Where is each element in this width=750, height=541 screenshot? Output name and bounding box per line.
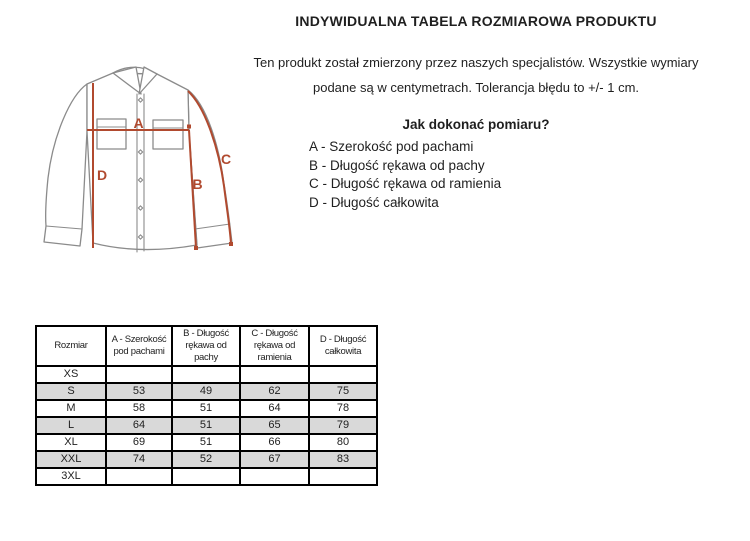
measure-dot-b-end [194, 246, 198, 250]
value-cell: 74 [106, 451, 172, 468]
value-cell: 65 [240, 417, 309, 434]
shirt-left-sleeve [44, 84, 87, 246]
table-row-l [36, 417, 377, 434]
size-cell: S [36, 383, 106, 400]
size-cell: 3XL [36, 468, 106, 485]
value-cell: 78 [309, 400, 377, 417]
value-cell: 64 [240, 400, 309, 417]
value-cell: 79 [309, 417, 377, 434]
size-cell: XL [36, 434, 106, 451]
size-cell: M [36, 400, 106, 417]
measure-label-d: D [97, 167, 108, 183]
legend-item-a: A - Szerokość pod pachami [309, 139, 474, 154]
value-cell [106, 366, 172, 383]
value-cell: 64 [106, 417, 172, 434]
legend-item-c: C - Długość rękawa od ramienia [309, 176, 502, 191]
shirt-left-pocket [97, 119, 126, 149]
value-cell: 62 [240, 383, 309, 400]
value-cell [309, 468, 377, 485]
value-cell: 51 [172, 417, 240, 434]
table-row-xs [36, 366, 377, 383]
value-cell: 67 [240, 451, 309, 468]
measure-dot-armpit [187, 125, 191, 129]
measurement-legend [309, 138, 501, 212]
value-cell: 51 [172, 434, 240, 451]
value-cell [172, 366, 240, 383]
value-cell: 58 [106, 400, 172, 417]
value-cell: 49 [172, 383, 240, 400]
measure-label-c: C [221, 151, 232, 167]
measure-label-a: A [133, 115, 144, 131]
value-cell: 80 [309, 434, 377, 451]
column-header-2: B - Długość rękawa od pachy [172, 326, 240, 366]
size-cell: XXL [36, 451, 106, 468]
size-table [35, 325, 378, 486]
value-cell [240, 468, 309, 485]
size-table-header-row [36, 326, 377, 366]
value-cell: 69 [106, 434, 172, 451]
intro-text: Ten produkt został zmierzony przez naszych specjalistów. Wszystkie wymiary podane są w centymetrach. Tolerancja błędu to +/- 1 cm. [253, 55, 699, 95]
size-cell: L [36, 417, 106, 434]
column-header-0: Rozmiar [36, 326, 106, 366]
table-row-s [36, 383, 377, 400]
value-cell [240, 366, 309, 383]
column-header-4: D - Długość całkowita [309, 326, 377, 366]
value-cell: 83 [309, 451, 377, 468]
value-cell [172, 468, 240, 485]
how-to-measure-heading: Jak dokonać pomiaru? [402, 117, 550, 132]
value-cell [106, 468, 172, 485]
size-cell: XS [36, 366, 106, 383]
legend-item-d: D - Długość całkowita [309, 194, 439, 210]
value-cell: 66 [240, 434, 309, 451]
value-cell: 53 [106, 383, 172, 400]
measure-dot-c-end [229, 242, 233, 246]
measure-label-b: B [192, 176, 203, 192]
table-row-3xl [36, 468, 377, 485]
value-cell [309, 366, 377, 383]
table-row-xl [36, 434, 377, 451]
page-title: INDYWIDUALNA TABELA ROZMIAROWA PRODUKTU [295, 13, 657, 29]
table-row-m [36, 400, 377, 417]
value-cell: 75 [309, 383, 377, 400]
table-row-xxl [36, 451, 377, 468]
column-header-3: C - Długość rękawa od ramienia [240, 326, 309, 366]
shirt-diagram [40, 58, 240, 268]
shirt-right-pocket [153, 120, 183, 149]
legend-item-b: B - Długość rękawa od pachy [309, 157, 485, 173]
value-cell: 51 [172, 400, 240, 417]
column-header-1: A - Szerokość pod pachami [106, 326, 172, 366]
value-cell: 52 [172, 451, 240, 468]
